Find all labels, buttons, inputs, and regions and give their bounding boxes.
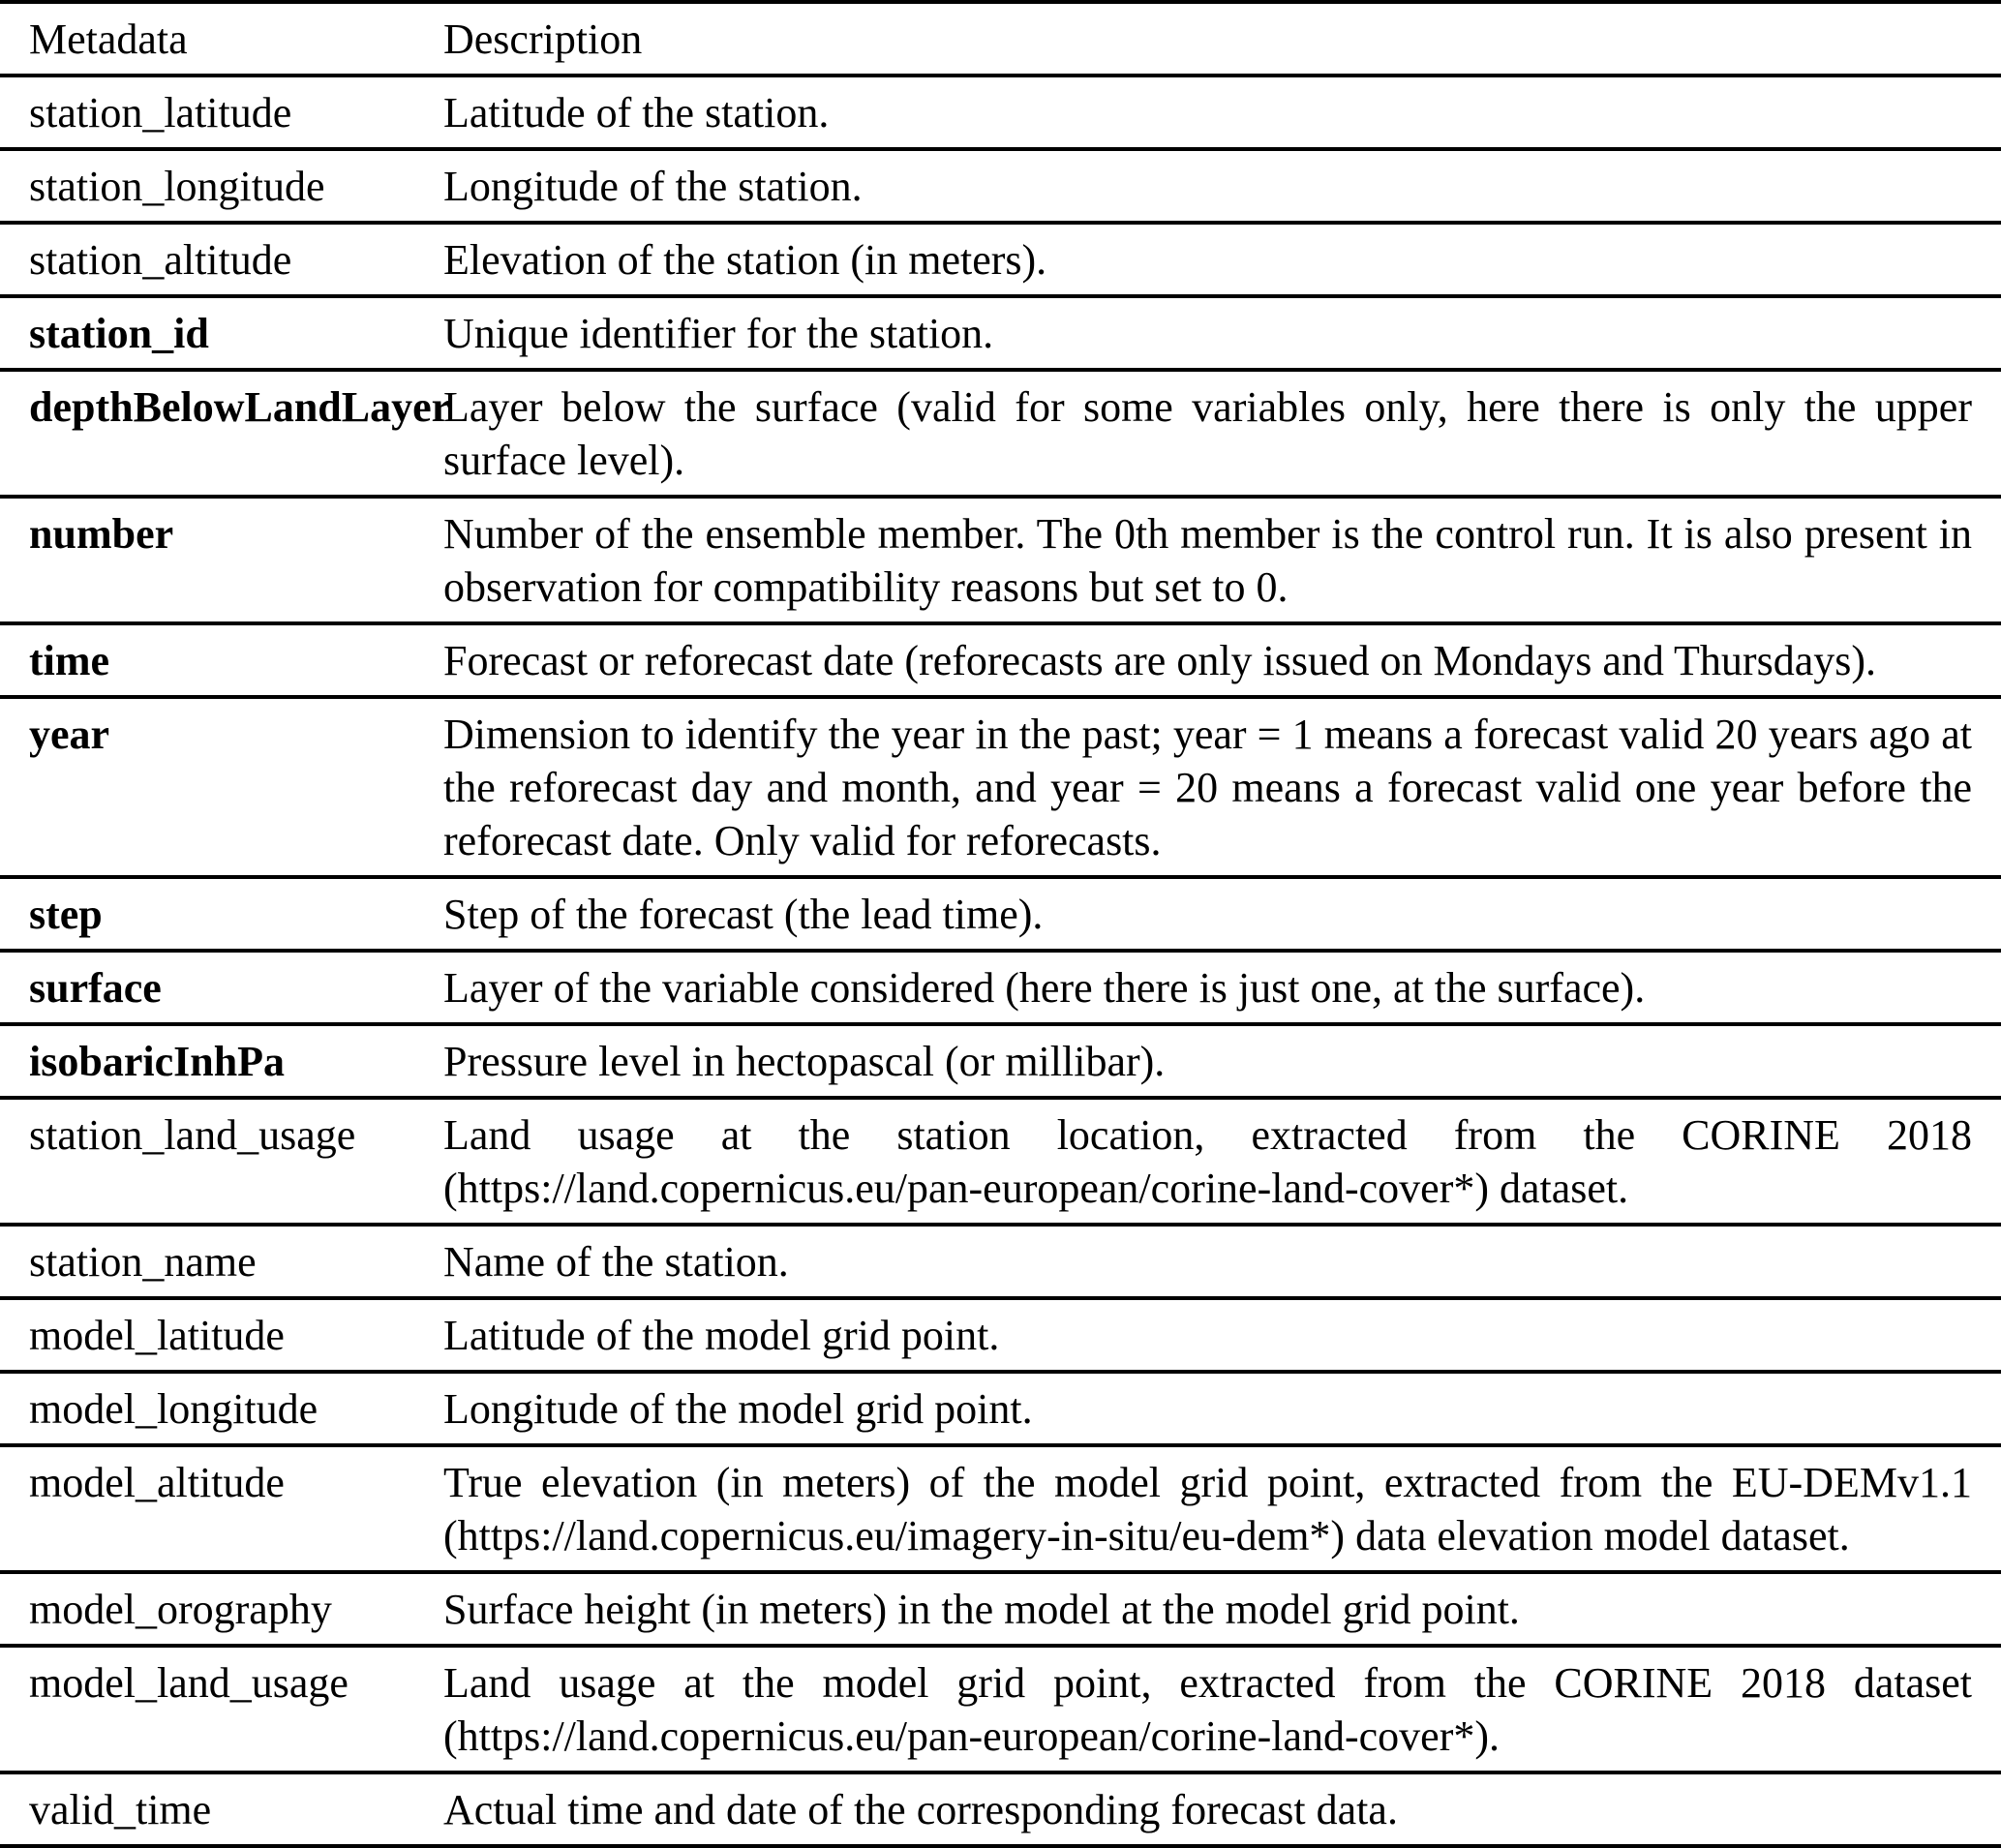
metadata-cell: station_name (0, 1225, 443, 1298)
metadata-cell: number (0, 497, 443, 623)
description-cell: Elevation of the station (in meters). (443, 223, 2001, 296)
column-header-description: Description (443, 2, 2001, 76)
table-row (0, 1098, 2001, 1225)
description-cell: Longitude of the station. (443, 149, 2001, 223)
header-row (0, 2, 2001, 76)
table-row (0, 1372, 2001, 1445)
metadata-cell: surface (0, 951, 443, 1024)
description-cell: Latitude of the model grid point. (443, 1298, 2001, 1372)
description-cell: Land usage at the station location, extracted from the CORINE 2018 (https://land.copernicus.eu/pan-european/corine-land-cover*) dataset. (443, 1098, 2001, 1225)
description-cell: Dimension to identify the year in the past; year = 1 means a forecast valid 20 years ago at the reforecast day and month, and year = 20 means a forecast valid one year before the reforecast date. Only valid for reforecasts. (443, 697, 2001, 877)
table-row (0, 877, 2001, 951)
table-row (0, 76, 2001, 149)
table-body (0, 76, 2001, 1846)
description-cell: Latitude of the station. (443, 76, 2001, 149)
table-row (0, 1445, 2001, 1572)
table-row (0, 951, 2001, 1024)
table-row (0, 1772, 2001, 1846)
metadata-cell: model_land_usage (0, 1646, 443, 1772)
table-row (0, 1225, 2001, 1298)
table-header (0, 2, 2001, 76)
metadata-cell: station_land_usage (0, 1098, 443, 1225)
metadata-cell: isobaricInhPa (0, 1024, 443, 1098)
table-row (0, 623, 2001, 697)
description-cell: Actual time and date of the corresponding forecast data. (443, 1772, 2001, 1846)
table-row (0, 370, 2001, 497)
description-cell: Longitude of the model grid point. (443, 1372, 2001, 1445)
metadata-cell: valid_time (0, 1772, 443, 1846)
table-row (0, 223, 2001, 296)
description-cell: Step of the forecast (the lead time). (443, 877, 2001, 951)
description-cell: Unique identifier for the station. (443, 296, 2001, 370)
column-header-metadata: Metadata (0, 2, 443, 76)
metadata-cell: station_longitude (0, 149, 443, 223)
description-cell: Pressure level in hectopascal (or millibar). (443, 1024, 2001, 1098)
metadata-cell: model_latitude (0, 1298, 443, 1372)
description-cell: Land usage at the model grid point, extracted from the CORINE 2018 dataset (https://land.copernicus.eu/pan-european/corine-land-cover*). (443, 1646, 2001, 1772)
metadata-cell: station_altitude (0, 223, 443, 296)
metadata-cell: model_longitude (0, 1372, 443, 1445)
metadata-cell: station_id (0, 296, 443, 370)
metadata-cell: year (0, 697, 443, 877)
table-row (0, 1024, 2001, 1098)
table-row (0, 697, 2001, 877)
table-row (0, 296, 2001, 370)
description-cell: True elevation (in meters) of the model grid point, extracted from the EU-DEMv1.1 (https://land.copernicus.eu/imagery-in-situ/eu-dem*) data elevation model dataset. (443, 1445, 2001, 1572)
metadata-cell: station_latitude (0, 76, 443, 149)
table-row (0, 1298, 2001, 1372)
table-row (0, 149, 2001, 223)
metadata-cell: step (0, 877, 443, 951)
description-cell: Forecast or reforecast date (reforecasts are only issued on Mondays and Thursdays). (443, 623, 2001, 697)
description-cell: Layer below the surface (valid for some variables only, here there is only the upper surface level). (443, 370, 2001, 497)
metadata-cell: time (0, 623, 443, 697)
description-cell: Layer of the variable considered (here there is just one, at the surface). (443, 951, 2001, 1024)
description-cell: Number of the ensemble member. The 0th member is the control run. It is also present in observation for compatibility reasons but set to 0. (443, 497, 2001, 623)
table-row (0, 497, 2001, 623)
description-cell: Surface height (in meters) in the model at the model grid point. (443, 1572, 2001, 1646)
table-row (0, 1572, 2001, 1646)
metadata-cell: model_altitude (0, 1445, 443, 1572)
description-cell: Name of the station. (443, 1225, 2001, 1298)
metadata-cell: depthBelowLandLayer (0, 370, 443, 497)
metadata-cell: model_orography (0, 1572, 443, 1646)
table-row (0, 1646, 2001, 1772)
